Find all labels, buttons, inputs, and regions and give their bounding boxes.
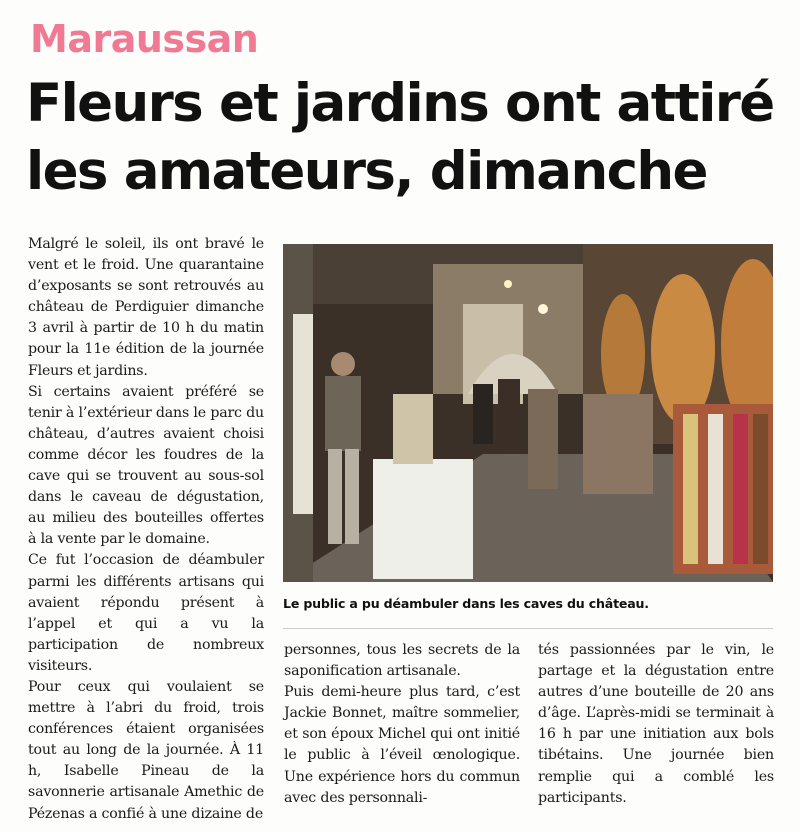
cave-market-photo (283, 244, 773, 582)
paragraph: Ce fut l’occasion de déambuler parmi les différents artisans qui avaient répondu présent à l’appel et qui a vu la participation de nombreux visiteurs. (28, 552, 264, 674)
article-kicker: Maraussan (30, 17, 259, 61)
paragraph: Puis demi-heure plus tard, c’est Jackie Bonnet, maître sommelier, et son époux Michel qui ont initié le public à l’éveil œnologique. Une expérience hors du commun avec des personnali- (284, 684, 520, 806)
text-column-3 (538, 640, 774, 809)
paragraph: tés passionnées par le vin, le partage et la dégustation entre autres d’une bouteille de 20 ans d’âge. L’après-midi se terminait à 16 h par une initiation aux bols tibétains. Une journée bien remplie qui a comblé les participants. (538, 642, 774, 806)
text-column-2 (284, 640, 520, 809)
paragraph: Pour ceux qui voulaient se mettre à l’abri du froid, trois conférences étaient organisées tout au long de la journée. À 11 h, Isabelle Pineau de la savonnerie artisanale Amethic de Pézenas a confié à une dizaine de (28, 678, 264, 822)
article-headline: Fleurs et jardins ont attiré les amateurs, dimanche (26, 73, 774, 202)
divider (283, 628, 773, 629)
paragraph: Si certains avaient préféré se tenir à l’extérieur dans le parc du château, d’autres avaient choisi comme décor les foudres de la cave qui se trouvent au sous-sol dans le caveau de dégustation, au milieu des bouteilles offertes à la vente par le domaine. (28, 383, 264, 548)
paragraph: Malgré le soleil, ils ont bravé le vent et le froid. Une quarantaine d’exposants se sont retrouvés au château de Perdiguier dimanche 3 avril à partir de 10 h du matin pour la 11e édition de la journée Fleurs et jardins. (28, 236, 264, 379)
paragraph: personnes, tous les secrets de la saponification artisanale. (284, 642, 520, 680)
text-column-1 (28, 234, 264, 825)
photo-caption: Le public a pu déambuler dans les caves du château. (283, 596, 649, 611)
article-photo (283, 244, 773, 582)
